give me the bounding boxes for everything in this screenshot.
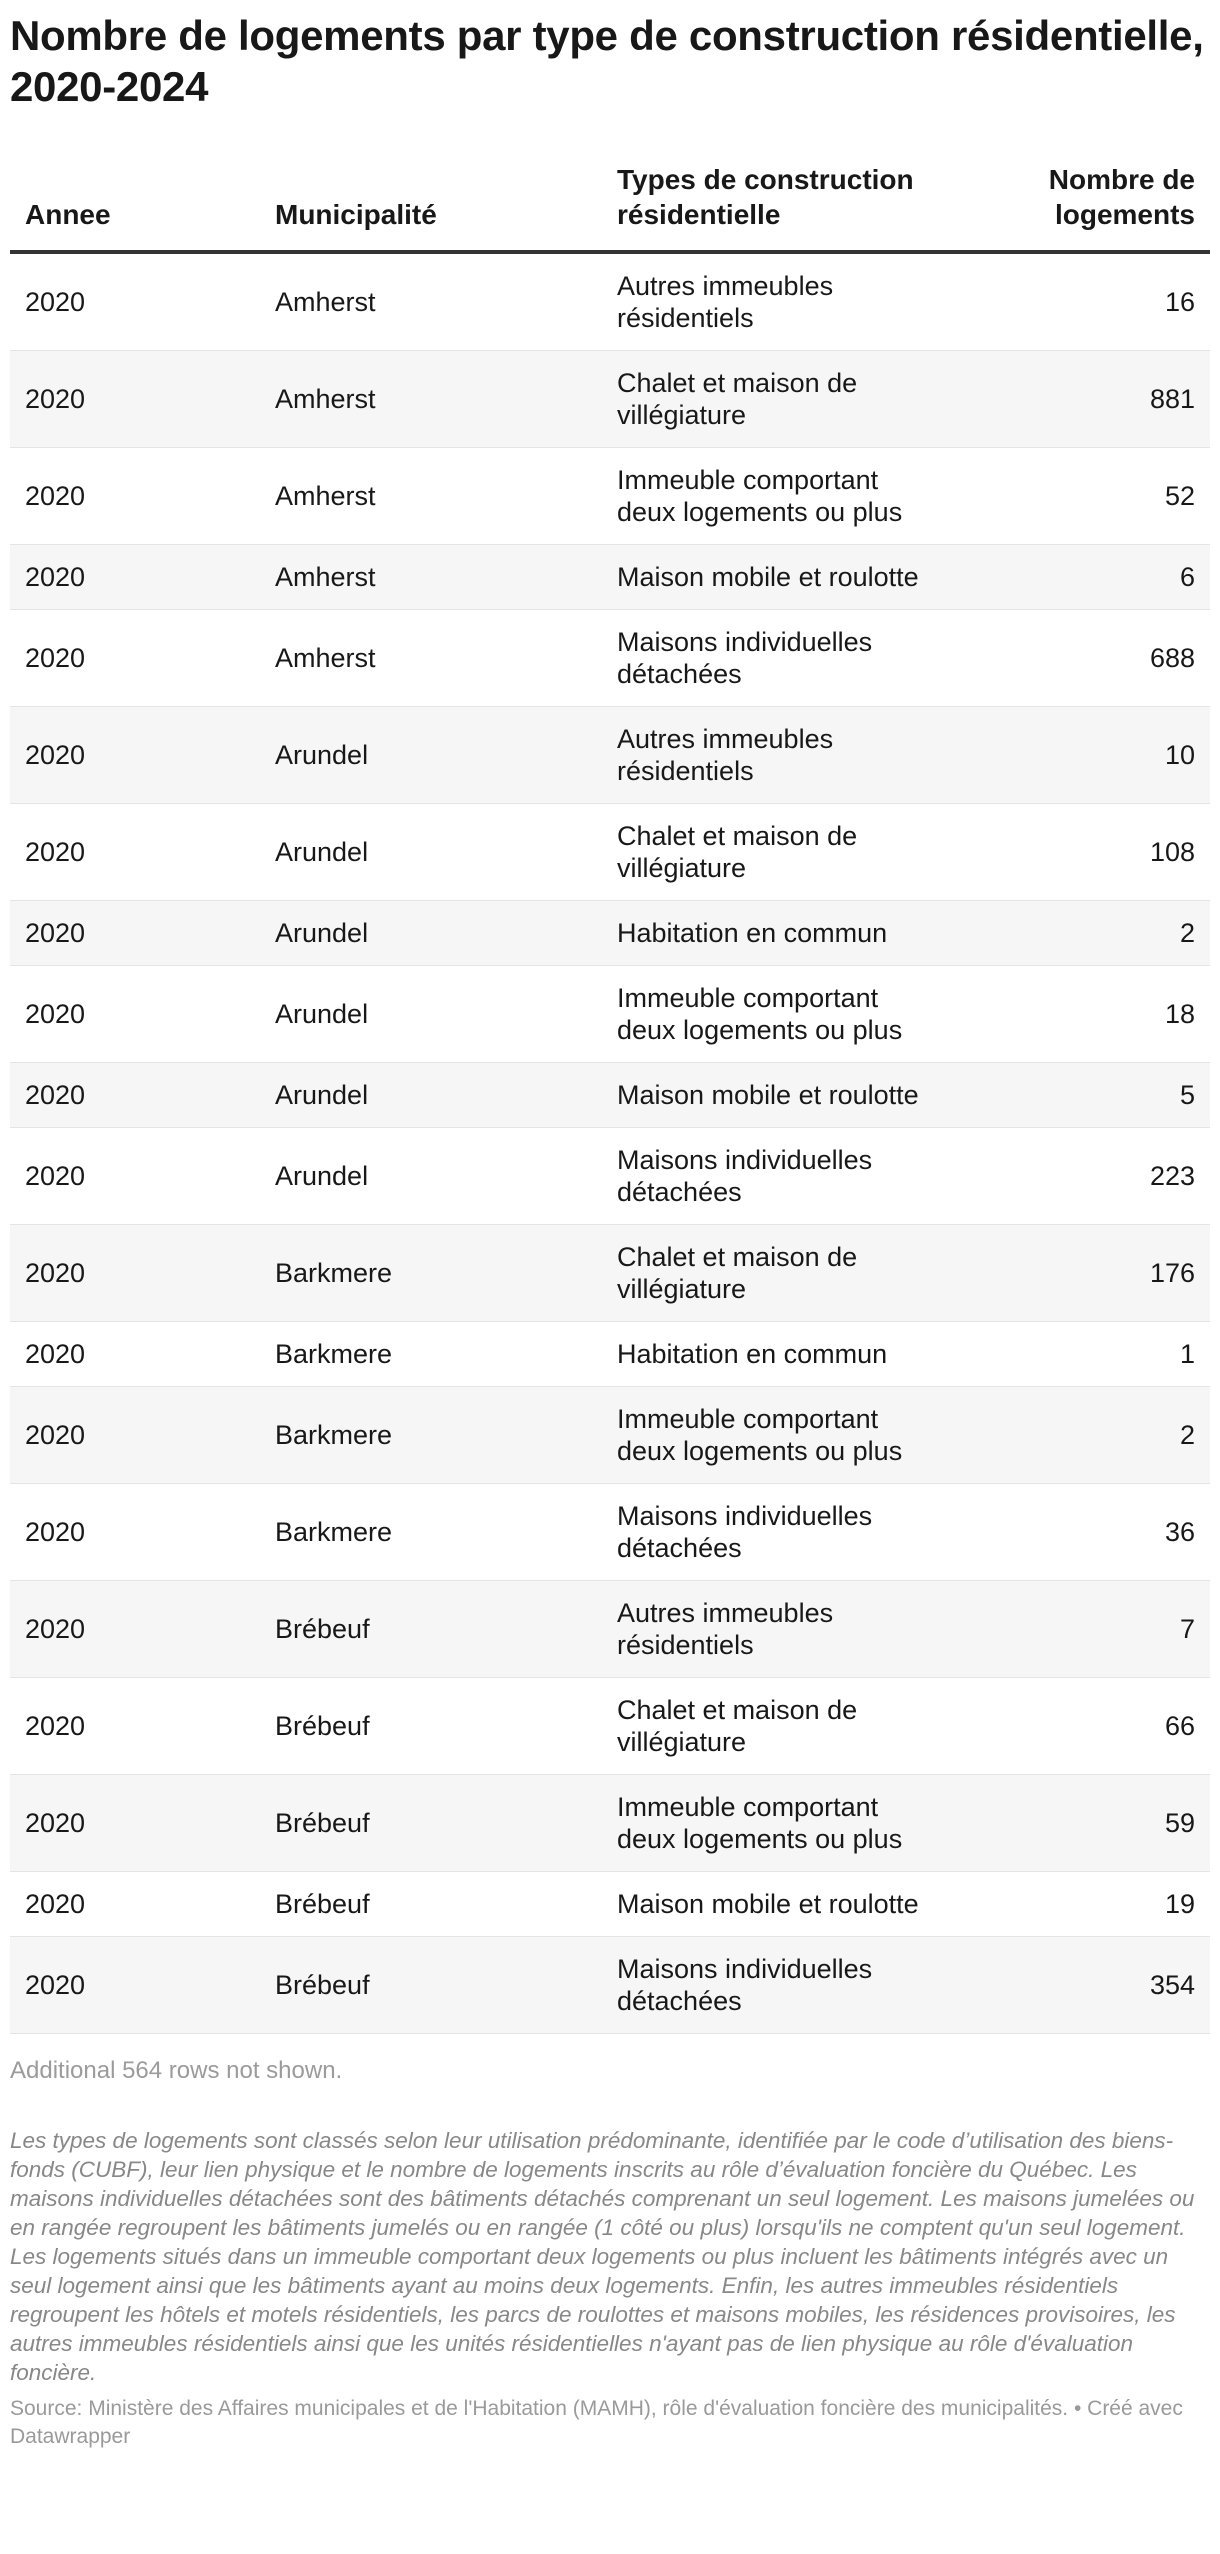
cell-nombre: 223 <box>972 1128 1210 1225</box>
cell-municipalite: Amherst <box>260 351 602 448</box>
table-row <box>10 1872 1210 1937</box>
cell-type: Chalet et maison de villégiature <box>602 1678 972 1775</box>
cell-municipalite: Barkmere <box>260 1387 602 1484</box>
cell-municipalite: Arundel <box>260 1128 602 1225</box>
table-row <box>10 1322 1210 1387</box>
table-row <box>10 1937 1210 2034</box>
cell-type: Immeuble comportant deux logements ou plus <box>602 966 972 1063</box>
cell-type: Maisons individuelles détachées <box>602 1484 972 1581</box>
cell-type: Autres immeubles résidentiels <box>602 252 972 351</box>
table-row <box>10 351 1210 448</box>
cell-nombre: 6 <box>972 545 1210 610</box>
cell-annee: 2020 <box>10 1678 260 1775</box>
cell-annee: 2020 <box>10 1775 260 1872</box>
cell-municipalite: Brébeuf <box>260 1581 602 1678</box>
table-row <box>10 707 1210 804</box>
table-row <box>10 1484 1210 1581</box>
more-rows-note: Additional 564 rows not shown. <box>10 2057 343 2084</box>
cell-type: Immeuble comportant deux logements ou plus <box>602 1387 972 1484</box>
table-row <box>10 1678 1210 1775</box>
table-row <box>10 448 1210 545</box>
cell-annee: 2020 <box>10 804 260 901</box>
cell-annee: 2020 <box>10 1128 260 1225</box>
cell-municipalite: Arundel <box>260 1063 602 1128</box>
cell-annee: 2020 <box>10 1387 260 1484</box>
table-body <box>10 252 1210 2034</box>
cell-type: Habitation en commun <box>602 1322 972 1387</box>
chart-title: Nombre de logements par type de construction résidentielle, 2020-2024 <box>10 12 1204 110</box>
cell-annee: 2020 <box>10 1484 260 1581</box>
cell-municipalite: Barkmere <box>260 1225 602 1322</box>
cell-nombre: 5 <box>972 1063 1210 1128</box>
table-header <box>10 162 1210 252</box>
cell-type: Maisons individuelles détachées <box>602 1937 972 2034</box>
cell-type: Immeuble comportant deux logements ou plus <box>602 1775 972 1872</box>
cell-nombre: 108 <box>972 804 1210 901</box>
cell-type: Maisons individuelles détachées <box>602 610 972 707</box>
cell-nombre: 16 <box>972 252 1210 351</box>
cell-type: Immeuble comportant deux logements ou plus <box>602 448 972 545</box>
table-row <box>10 1387 1210 1484</box>
cell-type: Chalet et maison de villégiature <box>602 1225 972 1322</box>
cell-nombre: 59 <box>972 1775 1210 1872</box>
table-row <box>10 1063 1210 1128</box>
cell-municipalite: Barkmere <box>260 1322 602 1387</box>
table-row <box>10 804 1210 901</box>
cell-type: Habitation en commun <box>602 901 972 966</box>
chart-source: Source: Ministère des Affaires municipales et de l'Habitation (MAMH), rôle d'évaluation foncière des municipalités. • Créé avec Datawrapper <box>10 2397 1183 2448</box>
cell-annee: 2020 <box>10 1581 260 1678</box>
cell-type: Chalet et maison de villégiature <box>602 351 972 448</box>
cell-municipalite: Barkmere <box>260 1484 602 1581</box>
cell-annee: 2020 <box>10 1063 260 1128</box>
cell-nombre: 2 <box>972 1387 1210 1484</box>
cell-nombre: 18 <box>972 966 1210 1063</box>
table-row <box>10 1128 1210 1225</box>
cell-municipalite: Brébeuf <box>260 1678 602 1775</box>
cell-type: Chalet et maison de villégiature <box>602 804 972 901</box>
cell-nombre: 688 <box>972 610 1210 707</box>
cell-nombre: 66 <box>972 1678 1210 1775</box>
cell-type: Maison mobile et roulotte <box>602 545 972 610</box>
table-row <box>10 966 1210 1063</box>
cell-annee: 2020 <box>10 448 260 545</box>
column-header-annee[interactable]: Annee <box>10 162 260 252</box>
table-row <box>10 1225 1210 1322</box>
table-row <box>10 610 1210 707</box>
header-row <box>10 162 1210 252</box>
cell-annee: 2020 <box>10 707 260 804</box>
cell-type: Autres immeubles résidentiels <box>602 707 972 804</box>
cell-municipalite: Brébeuf <box>260 1872 602 1937</box>
cell-nombre: 2 <box>972 901 1210 966</box>
cell-annee: 2020 <box>10 545 260 610</box>
chart-notes: Les types de logements sont classés selon leur utilisation prédominante, identifiée par le code d’utilisation des biens-fonds (CUBF), leur lien physique et le nombre de logements inscrits au rôle d’évaluation foncière du Québec. Les maisons individuelles détachées sont des bâtiments détachés comprenant un seul logement. Les maisons jumelées ou en rangée regroupent les bâtiments jumelés ou en rangée (1 côté ou plus) lorsqu'ils ne comptent qu'un seul logement. Les logements situés dans un immeuble comportant deux logements ou plus incluent les bâtiments intégrés avec un seul logement ainsi que les bâtiments ayant au moins deux logements. Enfin, les autres immeubles résidentiels regroupent les hôtels et motels résidentiels, les parcs de roulottes et maisons mobiles, les résidences provisoires, les autres immeubles résidentiels ainsi que les unités résidentielles n'ayant pas de lien physique au rôle d'évaluation foncière. <box>10 2128 1195 2385</box>
cell-annee: 2020 <box>10 901 260 966</box>
column-header-municipalite[interactable]: Municipalité <box>260 162 602 252</box>
cell-municipalite: Amherst <box>260 252 602 351</box>
cell-nombre: 176 <box>972 1225 1210 1322</box>
cell-nombre: 354 <box>972 1937 1210 2034</box>
cell-annee: 2020 <box>10 610 260 707</box>
table-row <box>10 1581 1210 1678</box>
cell-nombre: 52 <box>972 448 1210 545</box>
table-row <box>10 252 1210 351</box>
cell-type: Maisons individuelles détachées <box>602 1128 972 1225</box>
cell-annee: 2020 <box>10 1937 260 2034</box>
cell-type: Autres immeubles résidentiels <box>602 1581 972 1678</box>
cell-municipalite: Arundel <box>260 707 602 804</box>
cell-nombre: 881 <box>972 351 1210 448</box>
cell-nombre: 19 <box>972 1872 1210 1937</box>
column-header-type[interactable]: Types de construction résidentielle <box>602 162 972 252</box>
cell-municipalite: Arundel <box>260 901 602 966</box>
cell-annee: 2020 <box>10 1872 260 1937</box>
cell-municipalite: Arundel <box>260 804 602 901</box>
cell-municipalite: Amherst <box>260 610 602 707</box>
cell-municipalite: Brébeuf <box>260 1937 602 2034</box>
cell-nombre: 7 <box>972 1581 1210 1678</box>
cell-municipalite: Amherst <box>260 448 602 545</box>
cell-annee: 2020 <box>10 1322 260 1387</box>
table-row <box>10 1775 1210 1872</box>
cell-type: Maison mobile et roulotte <box>602 1063 972 1128</box>
cell-annee: 2020 <box>10 351 260 448</box>
cell-annee: 2020 <box>10 966 260 1063</box>
cell-annee: 2020 <box>10 252 260 351</box>
cell-municipalite: Arundel <box>260 966 602 1063</box>
column-header-nombre[interactable]: Nombre de logements <box>972 162 1210 252</box>
data-table <box>10 162 1210 2034</box>
cell-type: Maison mobile et roulotte <box>602 1872 972 1937</box>
cell-municipalite: Amherst <box>260 545 602 610</box>
table-row <box>10 545 1210 610</box>
cell-nombre: 36 <box>972 1484 1210 1581</box>
cell-nombre: 10 <box>972 707 1210 804</box>
table-row <box>10 901 1210 966</box>
cell-annee: 2020 <box>10 1225 260 1322</box>
cell-municipalite: Brébeuf <box>260 1775 602 1872</box>
cell-nombre: 1 <box>972 1322 1210 1387</box>
